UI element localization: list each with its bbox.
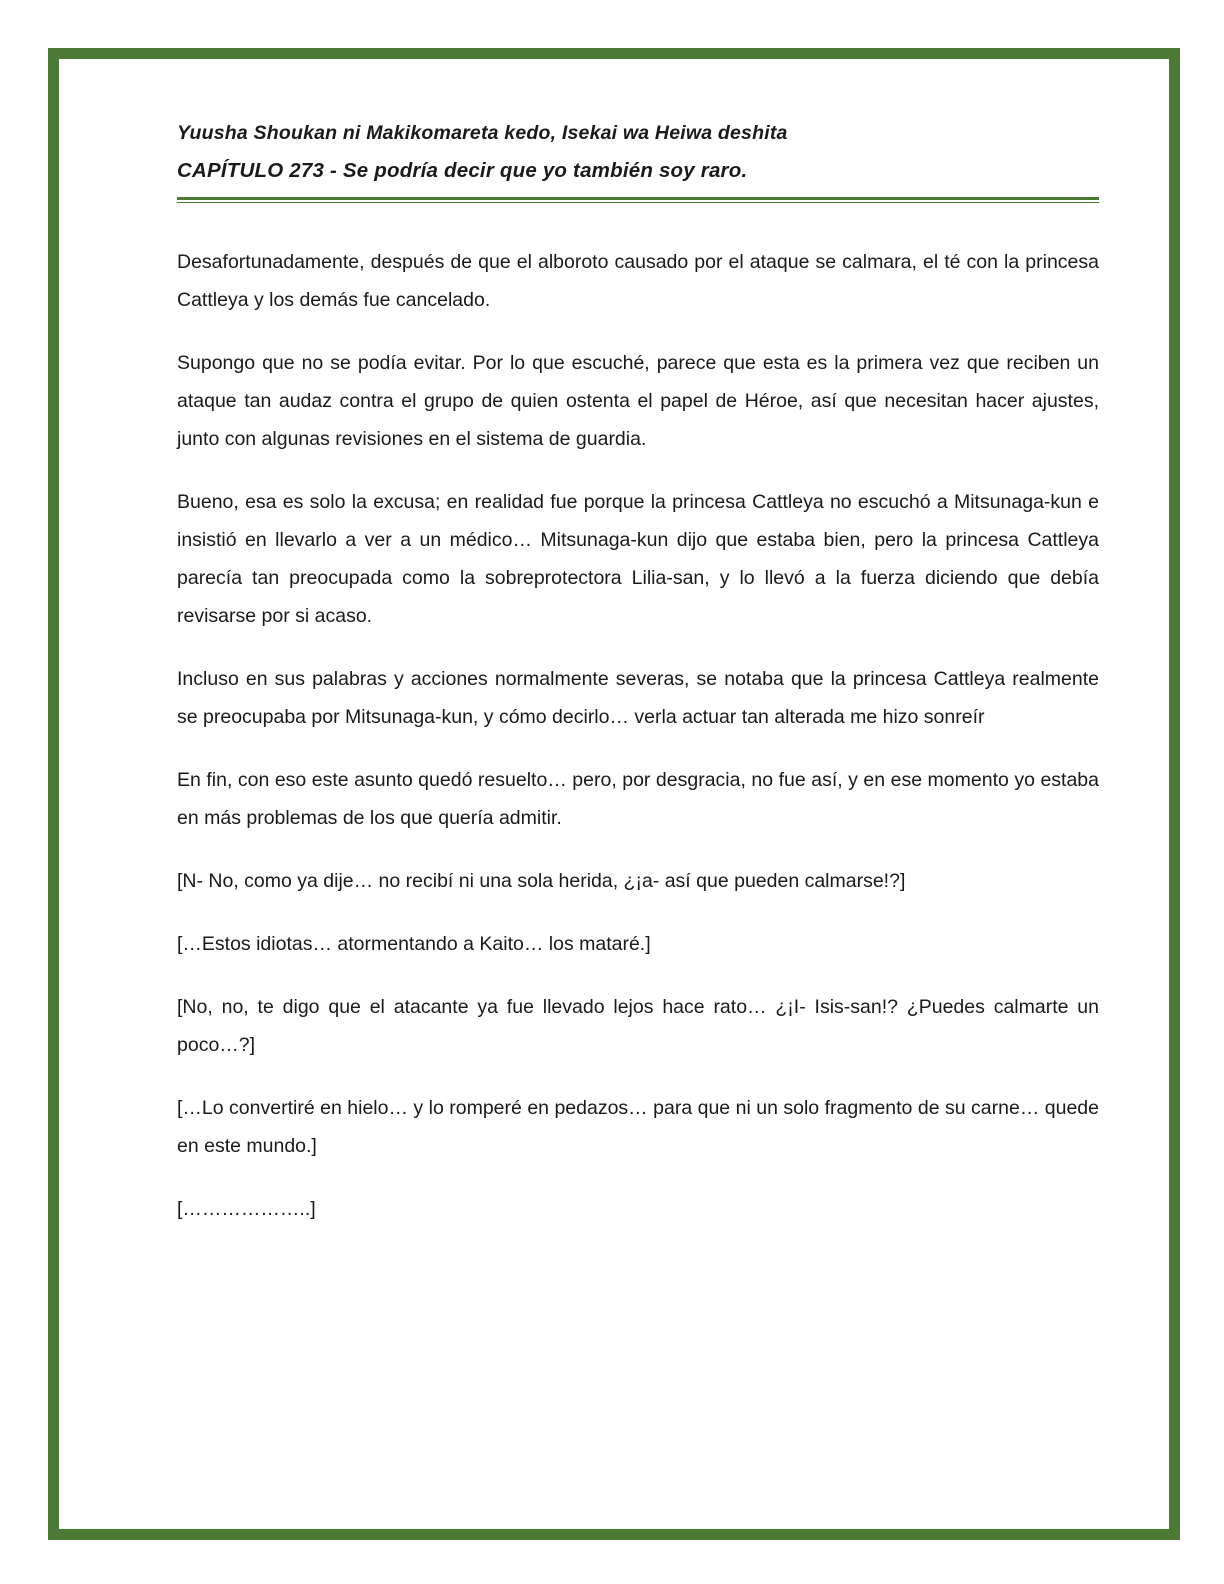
paragraph: Incluso en sus palabras y acciones normalmente severas, se notaba que la princesa Cattleya realmente se preocupaba por Mitsunaga-kun, y cómo decirlo… verla actuar tan alterada me hizo sonreír <box>177 668 1099 729</box>
paragraph: […Estos idiotas… atormentando a Kaito… los mataré.] <box>177 933 651 956</box>
paragraph: Desafortunadamente, después de que el alboroto causado por el ataque se calmara, el té con la princesa Cattleya y los demás fue cancelado. <box>177 250 1099 311</box>
chapter-title: CAPÍTULO 273 - Se podría decir que yo también soy raro. <box>177 159 748 183</box>
paragraph: […Lo convertiré en hielo… y lo romperé en pedazos… para que ni un solo fragmento de su carne… quede en este mundo.] <box>177 1097 1099 1158</box>
document-header <box>177 115 1099 203</box>
paragraph: Bueno, esa es solo la excusa; en realidad fue porque la princesa Cattleya no escuchó a Mitsunaga-kun e insistió en llevarlo a ver a un médico… Mitsunaga-kun dijo que estaba bien, pero la princesa Cattleya parecía tan preocupada como la sobreprotectora Lilia-san, y lo llevó a la fuerza diciendo que debía revisarse por si acaso. <box>177 491 1099 628</box>
chapter-body <box>177 221 1099 1228</box>
series-title: Yuusha Shoukan ni Makikomareta kedo, Isekai wa Heiwa deshita <box>177 122 788 144</box>
paragraph: [N- No, como ya dije… no recibí ni una sola herida, ¿¡a- así que pueden calmarse!?] <box>177 870 906 893</box>
paragraph: [No, no, te digo que el atacante ya fue llevado lejos hace rato… ¿¡I- Isis-san!? ¿Puedes calmarte un poco…?] <box>177 996 1099 1057</box>
header-divider <box>177 197 1099 203</box>
paragraph: [………………..] <box>177 1198 316 1221</box>
paragraph: Supongo que no se podía evitar. Por lo que escuché, parece que esta es la primera vez que reciben un ataque tan audaz contra el grupo de quien ostenta el papel de Héroe, así que necesitan hacer ajustes, junto con algunas revisiones en el sistema de guardia. <box>177 352 1099 451</box>
page-border-frame <box>48 48 1180 1540</box>
paragraph: En fin, con eso este asunto quedó resuelto… pero, por desgracia, no fue así, y en ese momento yo estaba en más problemas de los que quería admitir. <box>177 769 1099 830</box>
